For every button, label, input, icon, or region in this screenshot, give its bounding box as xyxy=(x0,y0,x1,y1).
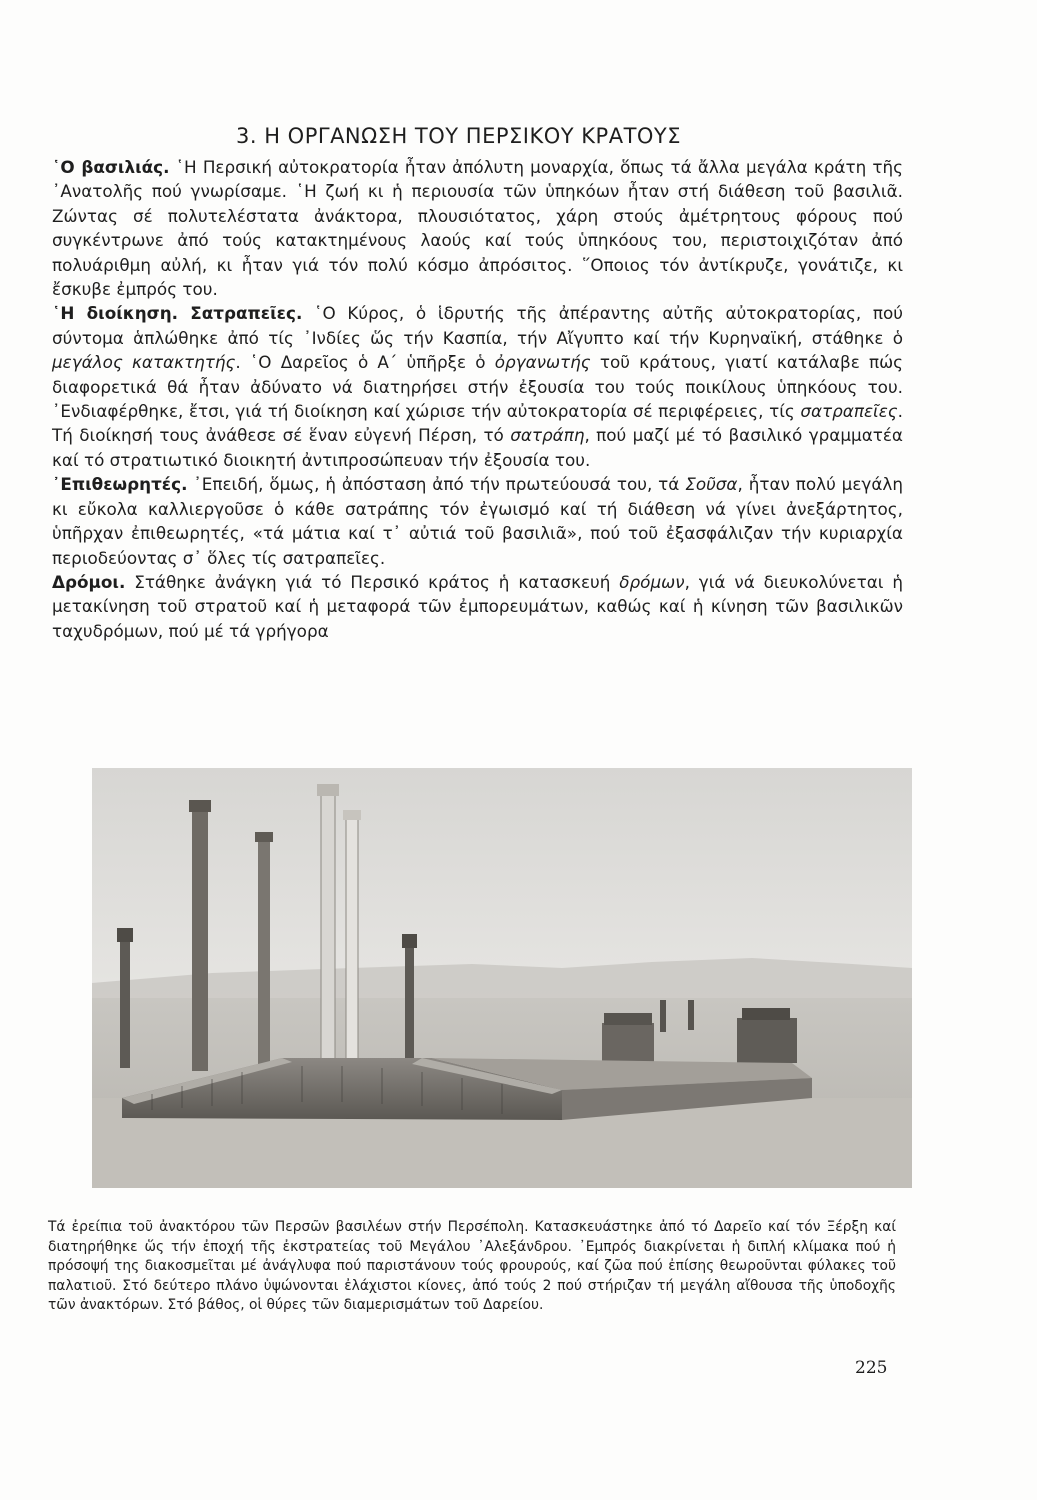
text-run: . ῾Ο Δαρεῖος ὁ Α΄ ὑπῆρξε ὁ xyxy=(235,352,495,373)
text-run: , γιά νά διευκολύνεται ἡ μετακίνηση τοῦ στρατοῦ καί ἡ μεταφορά τῶν ἐμπορευμάτων, καθώς καί ἡ κίνηση τῶν βασιλικῶν ταχυδρόμων, πού μέ τά γρήγορα xyxy=(52,571,903,641)
text-run: ῾Ο Κύρος, ὁ ἱδρυτής τῆς ἀπέραντης αὐτῆς αὐτοκρατορίας, πού σύντομα ἁπλώθηκε ἀπό τίς ᾿Ινδίες ὥς τήν Κασπία, τήν Αἴγυπτο καί τήν Κυρηναϊκή, στάθηκε ὁ xyxy=(52,303,903,348)
text-run: , πού μαζί μέ τό βασιλικό γραμματέα καί τό στρατιωτικό διοικητή ἀντιπροσώπευαν τήν ἐξουσία του. xyxy=(52,425,903,470)
photo-caption: Τά ἐρείπια τοῦ ἀνακτόρου τῶν Περσῶν βασιλέων στήν Περσέπολη. Κατασκευάστηκε ἀπό τό Δαρεῖο καί τόν Ξέρξη καί διατηρήθηκε ὥς τήν ἐποχή τῆς ἐκστρατείας τοῦ Μεγάλου ᾿Αλεξάνδρου. ᾿Εμπρός διακρίνεται ἡ διπλή κλίμακα πού ἡ πρόσοψή της διακοσμεῖται μέ ἀνάγλυφα πού παριστάνουν τούς φρουρούς, καί ζῶα πού ἐπίσης θεωροῦνται φύλακες τοῦ παλατιοῦ. Στό δεύτερο πλάνο ὑψώνονται ἐλάχιστοι κίονες, ἀπό τούς 2 πού στήριζαν τή μεγάλη αἴθουσα τῆς ὑποδοχῆς τῶν ἀνακτόρων. Στό βάθος, οἱ θύρες τῶν διαμερισμάτων τοῦ Δαρείου. xyxy=(48,1219,896,1314)
italic-term: σατράπη xyxy=(510,425,585,446)
text-run: . Τή διοίκησή τους ἀνάθεσε σέ ἕναν εὐγενή Πέρση, τό xyxy=(52,401,903,446)
paragraph-king xyxy=(52,155,903,301)
italic-term: μεγάλος κατακτητής xyxy=(52,352,236,373)
persepolis-photo xyxy=(92,768,912,1188)
text-run: τοῦ κράτους, γιατί κατάλαβε πώς διαφορετικά θά ἦταν ἀδύνατο νά διατηρήσει στήν ἐξουσία του τούς ποικίλους ὑπηκόους του. ᾿Ενδιαφέρθηκε, ἔτσι, γιά τή διοίκηση καί χώρισε τήν αὐτοκρατορία σέ περιφέρειες, τίς xyxy=(52,352,903,422)
section-title-administration: ῾Η διοίκηση. Σατραπεῖες. xyxy=(52,303,303,324)
paragraph-king-text: ῾Η Περσική αὐτοκρατορία ἦταν ἀπόλυτη μοναρχία, ὅπως τά ἄλλα μεγάλα κράτη τῆς ᾿Ανατολῆς πού γνωρίσαμε. ῾Η ζωή κι ἡ περιουσία τῶν ὑπηκόων ἦταν στή διάθεση τοῦ βασιλιᾶ. Ζώντας σέ πολυτελέστατα ἀνάκτορα, πλουσιότατος, χάρη στούς ἀμέτρητους φόρους πού συγκέντρωνε ἀπό τούς κατακτημένους λαούς καί τούς ὑπηκόους του, περιστοιχιζόταν ἀπό πολυάριθμη αὐλή, κι ἦταν γιά τόν πολύ κόσμο ἀπρόσιτος. ῞Οποιος τόν ἀντίκρυζε, γονάτιζε, κι ἔσκυβε ἐμπρός του. xyxy=(52,157,903,300)
section-title-king: ῾Ο βασιλιάς. xyxy=(52,157,170,177)
text-run: Στάθηκε ἀνάγκη γιά τό Περσικό κράτος ἡ κατασκευή xyxy=(125,571,620,592)
paragraph-administration xyxy=(52,301,903,472)
page-number: 225 xyxy=(855,1358,888,1378)
italic-term: δρόμων xyxy=(619,571,685,592)
chapter-heading: 3. Η ΟΡΓΑΝΩΣΗ ΤΟΥ ΠΕΡΣΙΚΟΥ ΚΡΑΤΟΥΣ xyxy=(236,124,682,148)
persepolis-ruins-illustration xyxy=(92,768,912,1188)
italic-term: σατραπεῖες xyxy=(800,401,898,422)
section-title-roads: Δρόμοι. xyxy=(52,571,126,592)
paragraph-inspectors xyxy=(52,472,903,570)
section-title-inspectors: ᾿Επιθεωρητές. xyxy=(52,474,188,495)
main-text xyxy=(52,155,903,643)
paragraph-roads xyxy=(52,570,903,643)
italic-term: ὀργανωτής xyxy=(494,352,591,373)
italic-term: Σοῦσα xyxy=(685,474,738,495)
text-run: ᾿Επειδή, ὅμως, ἡ ἀπόσταση ἀπό τήν πρωτεύουσά του, τά xyxy=(187,474,686,495)
text-run: , ἦταν πολύ μεγάλη κι εὔκολα καλλιεργοῦσε ὁ κάθε σατράπης τόν ἐγωισμό καί τή διάθεση νά γίνει ἀνεξάρτητος, ὑπῆρχαν ἐπιθεωρητές, «τά μάτια καί τ᾿ αὐτιά τοῦ βασιλιᾶ», πού τοῦ ἐξασφάλιζαν τήν κυριαρχία περιοδεύοντας σ᾿ ὅλες τίς σατραπεῖες. xyxy=(52,474,903,568)
